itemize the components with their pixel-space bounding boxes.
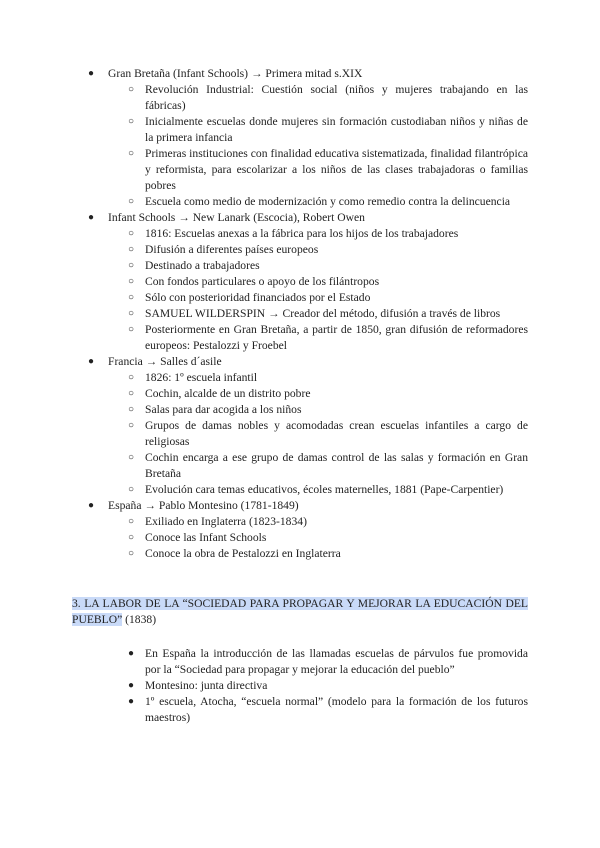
hollow-bullet-icon: ○ (128, 308, 135, 319)
filled-bullet-icon: ● (88, 356, 95, 367)
sub-list-item-text: 1816: Escuelas anexas a la fábrica para los hijos de los trabajadores (145, 227, 459, 240)
hollow-bullet-icon: ○ (128, 452, 135, 463)
sub-list-item (0, 418, 528, 450)
hollow-bullet-icon: ○ (128, 372, 135, 383)
section-3-item (0, 694, 528, 726)
hollow-bullet-icon: ○ (128, 276, 135, 287)
filled-bullet-icon: ● (88, 500, 95, 511)
main-bullet-list (0, 66, 600, 562)
sub-list-item (0, 226, 528, 242)
sub-list-item-text: Destinado a trabajadores (145, 259, 260, 272)
hollow-bullet-icon: ○ (128, 516, 135, 527)
hollow-bullet-icon: ○ (128, 116, 135, 127)
list-item (0, 354, 528, 370)
list-item (0, 66, 528, 82)
hollow-bullet-icon: ○ (128, 84, 135, 95)
sub-list-item-text: 1826: 1º escuela infantil (145, 371, 258, 384)
sub-list-item-text: Cochin, alcalde de un distrito pobre (145, 387, 311, 400)
hollow-bullet-icon: ○ (128, 260, 135, 271)
sub-list-item-text: Primeras instituciones con finalidad educativa sistematizada, finalidad filantrópica y reformista, para escolarizar a los niños de las clases trabajadoras o familias pobres (145, 147, 528, 192)
sub-list-item-text: Con fondos particulares o apoyo de los filántropos (145, 275, 380, 288)
sub-list-item-text: Difusión a diferentes países europeos (145, 243, 319, 256)
sub-list-item (0, 82, 528, 114)
filled-bullet-icon: ● (88, 212, 95, 223)
section-3-bullet-list (0, 646, 600, 726)
sub-list-item (0, 306, 528, 322)
sub-list-item (0, 114, 528, 146)
sub-list-item (0, 450, 528, 482)
sub-list-item (0, 194, 528, 210)
sub-list-item-text: Inicialmente escuelas donde mujeres sin formación custodiaban niños y niñas de la primera infancia (145, 115, 528, 144)
filled-bullet-icon: ● (128, 680, 135, 691)
list-item (0, 210, 528, 226)
sub-list-item-text: Salas para dar acogida a los niños (145, 403, 302, 416)
sub-list-item-text: Revolución Industrial: Cuestión social (niños y mujeres trabajando en las fábricas) (145, 83, 528, 112)
sub-list-item (0, 482, 528, 498)
sub-list-item (0, 370, 528, 386)
filled-bullet-icon: ● (88, 68, 95, 79)
section-3-heading-highlight: 3. LA LABOR DE LA “SOCIEDAD PARA PROPAGAR Y MEJORAR LA EDUCACIÓN DEL PUEBLO” (72, 597, 528, 626)
list-item (0, 498, 528, 514)
sub-list-item (0, 546, 528, 562)
section-3-item (0, 646, 528, 678)
sub-list-item (0, 146, 528, 194)
hollow-bullet-icon: ○ (128, 292, 135, 303)
section-3-item-text: Montesino: junta directiva (145, 679, 268, 692)
sub-list-item-text: Conoce la obra de Pestalozzi en Inglaterra (145, 547, 341, 560)
list-item-text: Gran Bretaña (Infant Schools) → Primera mitad s.XIX (108, 67, 363, 80)
hollow-bullet-icon: ○ (128, 244, 135, 255)
list-item-text: Francia → Salles d´asile (108, 355, 222, 368)
section-3-item-text: En España la introducción de las llamadas escuelas de párvulos fue promovida por la “Sociedad para propagar y mejorar la educación del pueblo” (145, 647, 528, 676)
sub-list-item-text: Cochin encarga a ese grupo de damas control de las salas y formación en Gran Bretaña (145, 451, 528, 480)
hollow-bullet-icon: ○ (128, 420, 135, 431)
sub-list-item (0, 514, 528, 530)
sub-list-item (0, 530, 528, 546)
hollow-bullet-icon: ○ (128, 228, 135, 239)
hollow-bullet-icon: ○ (128, 532, 135, 543)
sub-list-item-text: Escuela como medio de modernización y como remedio contra la delincuencia (145, 195, 511, 208)
hollow-bullet-icon: ○ (128, 484, 135, 495)
filled-bullet-icon: ● (128, 696, 135, 707)
section-3-item-text: 1º escuela, Atocha, “escuela normal” (modelo para la formación de los futuros maestros) (145, 695, 528, 724)
document-content (0, 66, 600, 726)
section-3-heading (72, 596, 528, 628)
sub-list-item (0, 274, 528, 290)
sub-list-item (0, 386, 528, 402)
section-3-heading-year: (1838) (122, 613, 157, 626)
hollow-bullet-icon: ○ (128, 196, 135, 207)
section-3-item (0, 678, 528, 694)
sub-list-item-text: SAMUEL WILDERSPIN → Creador del método, difusión a través de libros (145, 307, 501, 320)
sub-list-item (0, 290, 528, 306)
sub-list-item-text: Exiliado en Inglaterra (1823-1834) (145, 515, 307, 528)
sub-list-item (0, 242, 528, 258)
hollow-bullet-icon: ○ (128, 548, 135, 559)
hollow-bullet-icon: ○ (128, 404, 135, 415)
sub-list-item (0, 258, 528, 274)
sub-list-item-text: Evolución cara temas educativos, écoles maternelles, 1881 (Pape-Carpentier) (145, 483, 504, 496)
hollow-bullet-icon: ○ (128, 148, 135, 159)
sub-list-item-text: Grupos de damas nobles y acomodadas crean escuelas infantiles a cargo de religiosas (145, 419, 528, 448)
sub-list-item-text: Posteriormente en Gran Bretaña, a partir de 1850, gran difusión de reformadores europeos: Pestalozzi y Froebel (145, 323, 528, 352)
hollow-bullet-icon: ○ (128, 388, 135, 399)
list-item-text: España → Pablo Montesino (1781-1849) (108, 499, 299, 512)
hollow-bullet-icon: ○ (128, 324, 135, 335)
sub-list-item (0, 402, 528, 418)
list-item-text: Infant Schools → New Lanark (Escocia), Robert Owen (108, 211, 365, 224)
filled-bullet-icon: ● (128, 648, 135, 659)
sub-list-item (0, 322, 528, 354)
sub-list-item-text: Sólo con posterioridad financiados por el Estado (145, 291, 371, 304)
sub-list-item-text: Conoce las Infant Schools (145, 531, 267, 544)
